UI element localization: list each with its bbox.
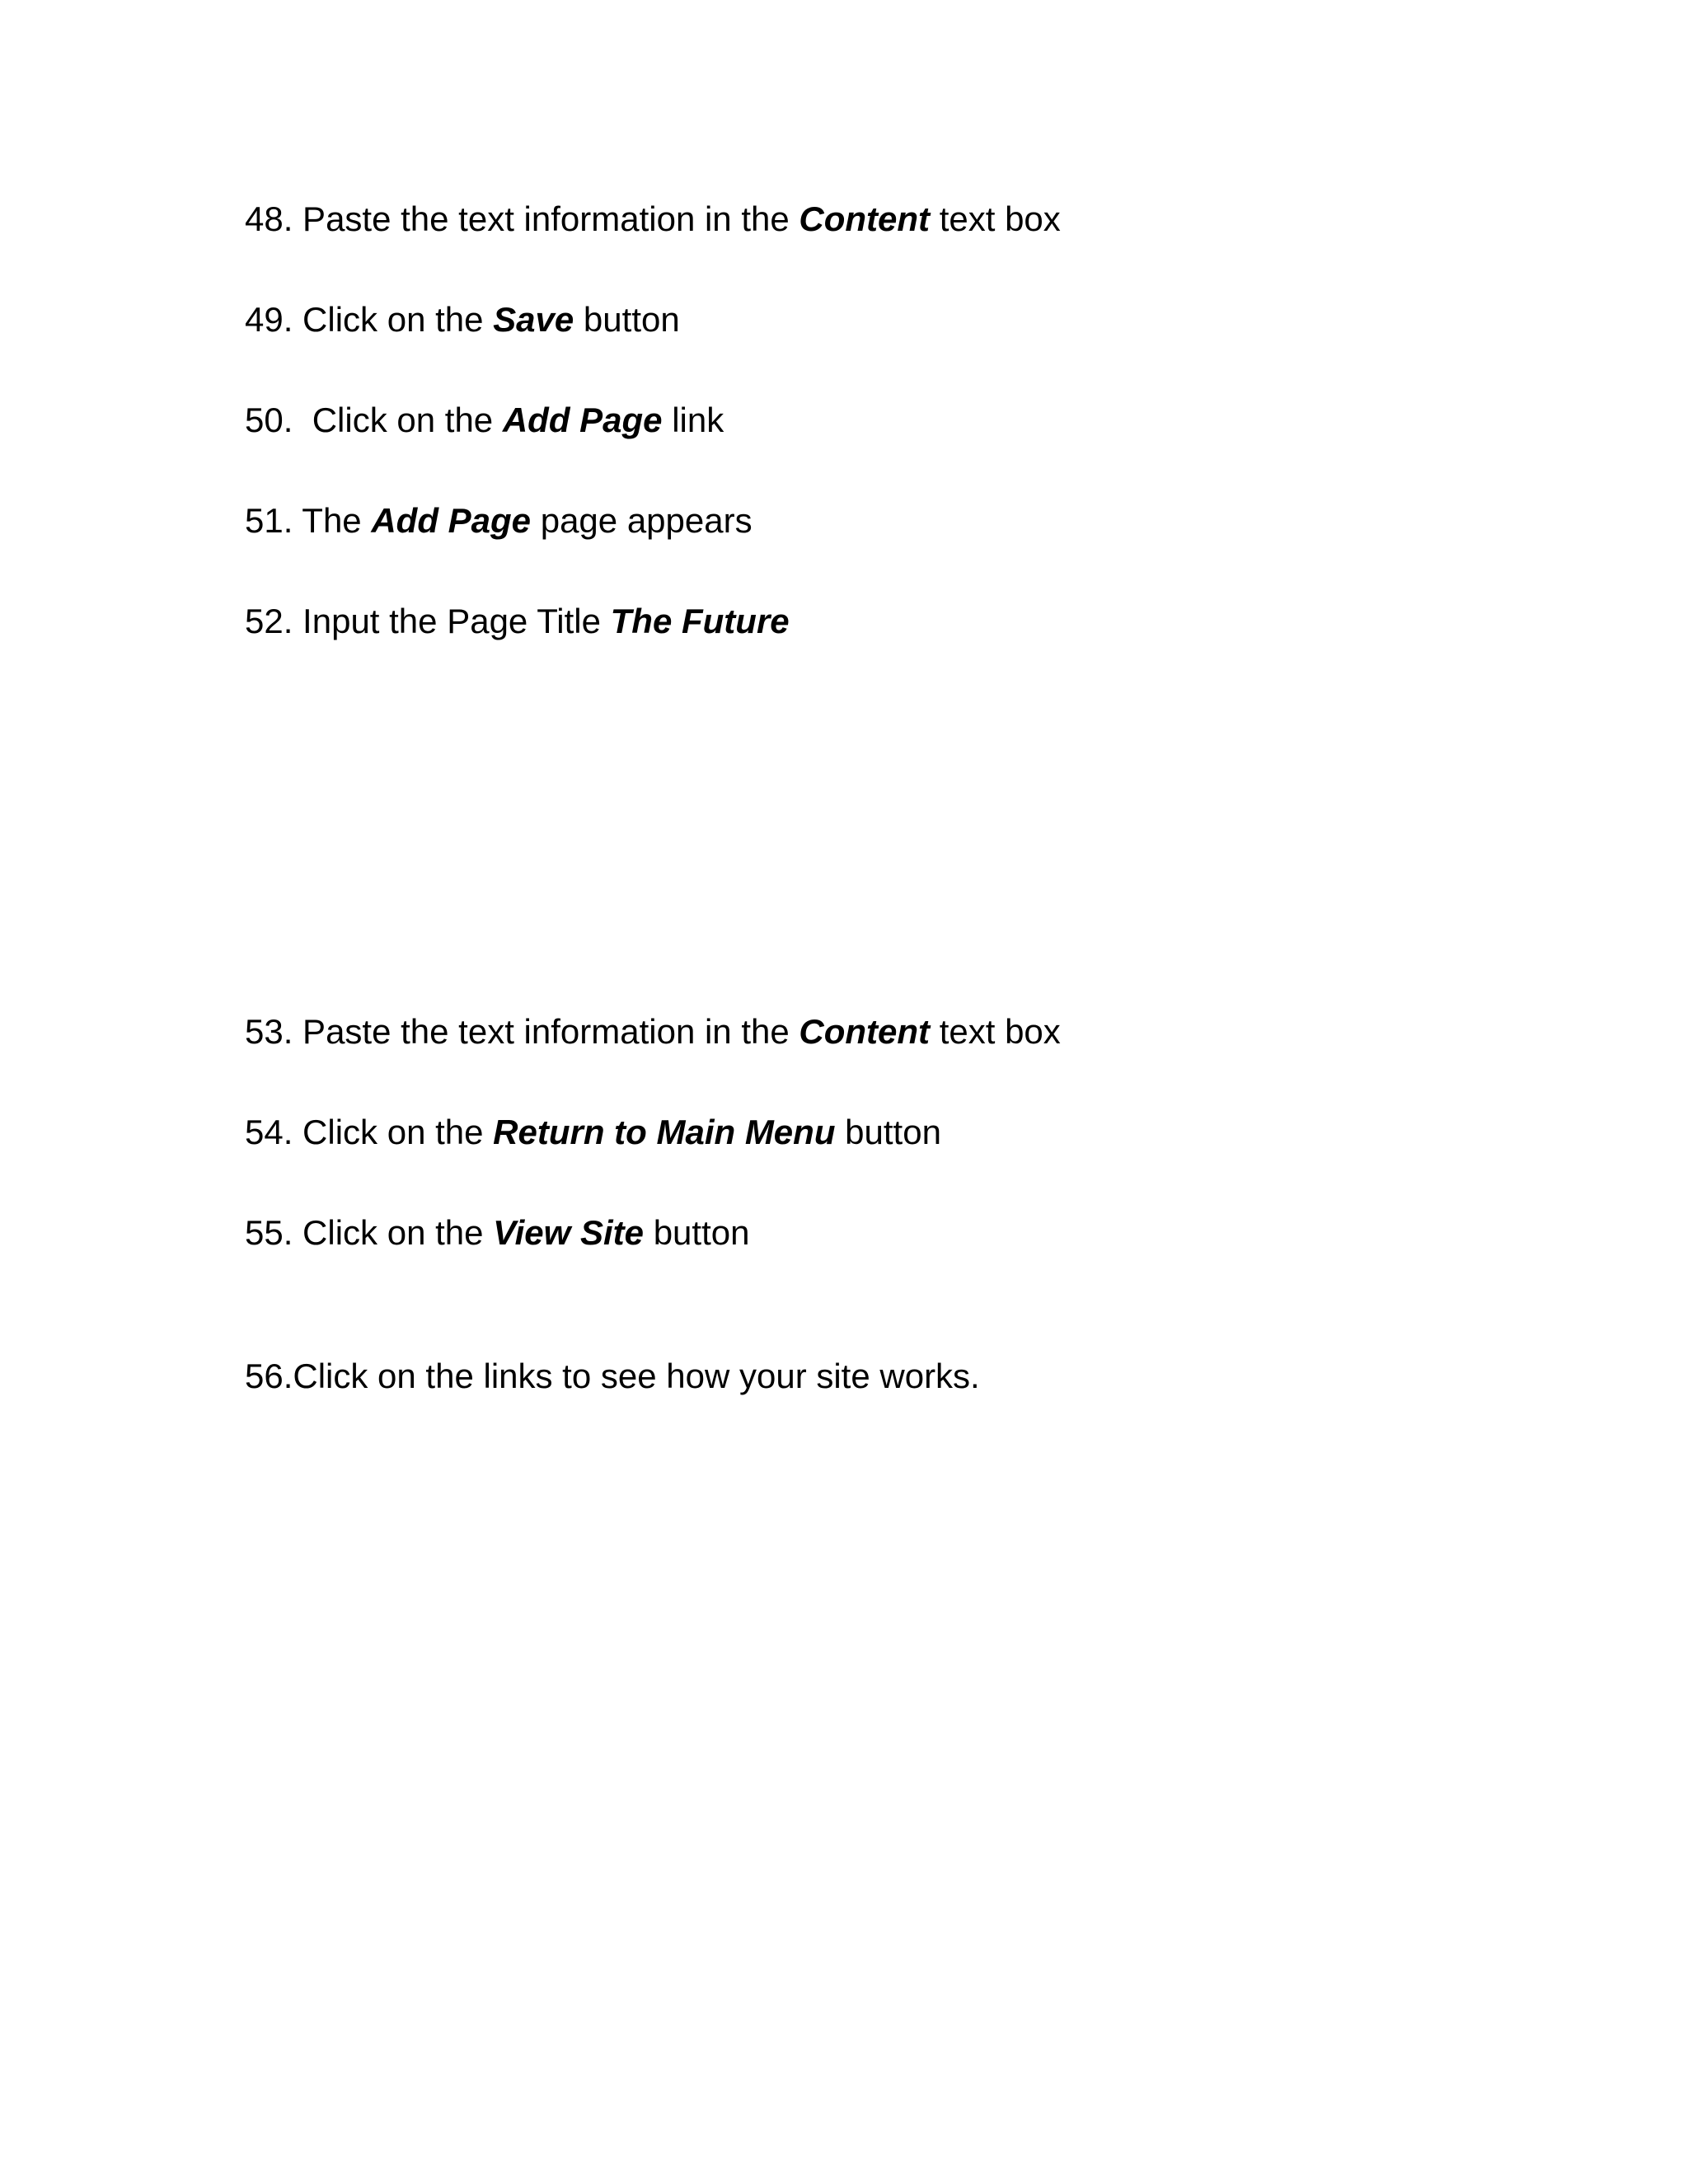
step-emphasis: The Future [610,602,790,640]
step-emphasis: Content [799,1012,931,1051]
step-emphasis: Return to Main Menu [493,1113,836,1151]
step-text: text box [930,1012,1061,1051]
step-text: 55. Click on the [245,1213,494,1252]
step-text: button [644,1213,750,1252]
step-50 [245,399,724,442]
step-emphasis: View Site [493,1213,645,1252]
step-text: 56.Click on the links to see how your site works. [245,1357,980,1395]
step-text: 50. Click on the [245,401,503,439]
step-51 [245,499,753,542]
step-text: link [662,401,724,439]
step-emphasis: Add Page [371,501,532,540]
step-text: text box [930,199,1061,238]
step-49 [245,298,680,341]
step-48 [245,198,1061,241]
step-54 [245,1111,941,1154]
step-text: 53. Paste the text information in the [245,1012,799,1051]
step-emphasis: Save [493,300,574,339]
step-emphasis: Add Page [502,401,663,439]
step-text: page appears [531,501,753,540]
step-text: 48. Paste the text information in the [245,199,799,238]
step-text: button [835,1113,941,1151]
step-text: button [574,300,680,339]
step-53 [245,1010,1061,1053]
step-emphasis: Content [799,199,931,238]
step-text: 51. The [245,501,372,540]
step-text: 49. Click on the [245,300,494,339]
step-52 [245,600,790,643]
step-56 [245,1355,980,1398]
step-text: 52. Input the Page Title [245,602,611,640]
step-text: 54. Click on the [245,1113,494,1151]
step-55 [245,1212,749,1254]
